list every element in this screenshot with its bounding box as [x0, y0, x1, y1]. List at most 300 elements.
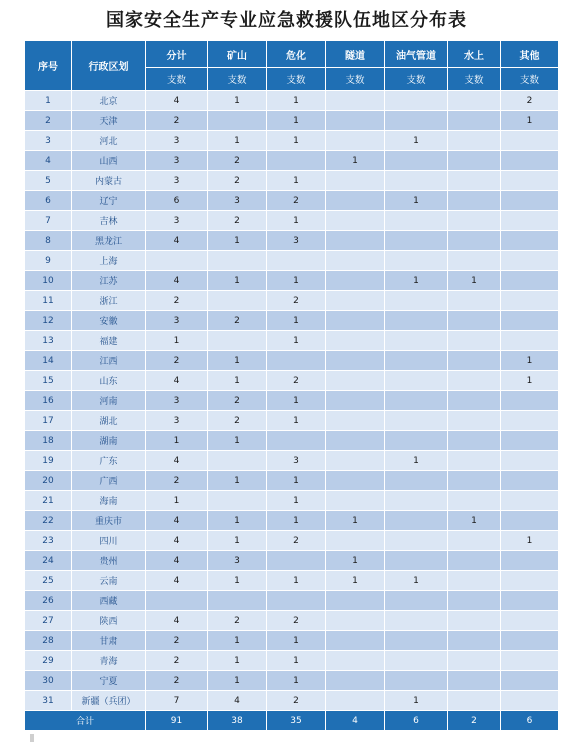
- count-cell: 2: [267, 691, 326, 711]
- count-cell: 4: [146, 531, 208, 551]
- table-row: [25, 171, 559, 191]
- count-cell: 1: [267, 631, 326, 651]
- count-cell: 2: [267, 531, 326, 551]
- count-cell: [501, 131, 559, 151]
- count-cell: [501, 451, 559, 471]
- count-cell: [326, 331, 385, 351]
- row-region: 河北: [72, 131, 146, 151]
- count-cell: [501, 291, 559, 311]
- row-region: 重庆市: [72, 511, 146, 531]
- row-region: 青海: [72, 651, 146, 671]
- count-cell: [326, 651, 385, 671]
- row-region: 河南: [72, 391, 146, 411]
- count-cell: 1: [267, 651, 326, 671]
- count-cell: 1: [208, 511, 267, 531]
- row-index: 16: [25, 391, 72, 411]
- row-index: 4: [25, 151, 72, 171]
- total-cell: 35: [267, 711, 326, 731]
- count-cell: [326, 611, 385, 631]
- row-index: 31: [25, 691, 72, 711]
- count-cell: [326, 391, 385, 411]
- row-index: 14: [25, 351, 72, 371]
- count-cell: [326, 451, 385, 471]
- row-region: 海南: [72, 491, 146, 511]
- count-cell: 1: [208, 371, 267, 391]
- count-cell: [501, 331, 559, 351]
- count-cell: [208, 331, 267, 351]
- header-region: 行政区划: [72, 41, 146, 91]
- count-cell: [326, 91, 385, 111]
- count-cell: 1: [501, 111, 559, 131]
- table-row: [25, 551, 559, 571]
- count-cell: [501, 251, 559, 271]
- count-cell: [326, 231, 385, 251]
- count-cell: [326, 671, 385, 691]
- count-cell: 1: [267, 111, 326, 131]
- count-cell: 1: [326, 551, 385, 571]
- count-cell: [326, 591, 385, 611]
- total-cell: 6: [385, 711, 448, 731]
- count-cell: [326, 431, 385, 451]
- count-cell: [448, 231, 501, 251]
- count-cell: 4: [146, 611, 208, 631]
- table-row: [25, 531, 559, 551]
- total-cell: 38: [208, 711, 267, 731]
- count-cell: [501, 211, 559, 231]
- count-cell: [146, 591, 208, 611]
- count-cell: [208, 251, 267, 271]
- table-row: [25, 371, 559, 391]
- count-cell: [385, 311, 448, 331]
- count-cell: [501, 171, 559, 191]
- count-cell: [267, 251, 326, 271]
- row-index: 15: [25, 371, 72, 391]
- count-cell: 1: [208, 651, 267, 671]
- count-cell: [326, 491, 385, 511]
- count-cell: [208, 291, 267, 311]
- row-region: 内蒙古: [72, 171, 146, 191]
- count-cell: [448, 211, 501, 231]
- row-region: 广东: [72, 451, 146, 471]
- count-cell: [448, 91, 501, 111]
- count-cell: [326, 471, 385, 491]
- count-cell: 3: [208, 191, 267, 211]
- count-cell: 3: [146, 151, 208, 171]
- row-region: 福建: [72, 331, 146, 351]
- count-cell: [208, 491, 267, 511]
- count-cell: [448, 391, 501, 411]
- count-cell: 1: [385, 131, 448, 151]
- count-cell: [326, 291, 385, 311]
- count-cell: [385, 91, 448, 111]
- count-cell: [501, 571, 559, 591]
- count-cell: 2: [146, 671, 208, 691]
- count-cell: 1: [146, 431, 208, 451]
- total-cell: 6: [501, 711, 559, 731]
- row-index: 5: [25, 171, 72, 191]
- row-index: 11: [25, 291, 72, 311]
- count-cell: [267, 151, 326, 171]
- table-row: [25, 591, 559, 611]
- table-row: [25, 611, 559, 631]
- row-region: 甘肃: [72, 631, 146, 651]
- count-cell: 1: [501, 371, 559, 391]
- count-cell: 4: [146, 571, 208, 591]
- row-region: 广西: [72, 471, 146, 491]
- count-cell: [448, 151, 501, 171]
- row-region: 湖南: [72, 431, 146, 451]
- count-cell: [448, 551, 501, 571]
- header-category: 隧道: [326, 41, 385, 68]
- count-cell: 3: [146, 311, 208, 331]
- count-cell: [501, 611, 559, 631]
- table-row: [25, 91, 559, 111]
- count-cell: 1: [208, 571, 267, 591]
- row-index: 13: [25, 331, 72, 351]
- count-cell: [326, 631, 385, 651]
- count-cell: [448, 371, 501, 391]
- count-cell: 2: [146, 471, 208, 491]
- count-cell: [448, 331, 501, 351]
- count-cell: [448, 591, 501, 611]
- table-row: [25, 271, 559, 291]
- count-cell: [501, 551, 559, 571]
- row-index: 10: [25, 271, 72, 291]
- table-row: [25, 511, 559, 531]
- count-cell: 1: [267, 131, 326, 151]
- count-cell: [448, 351, 501, 371]
- row-region: 浙江: [72, 291, 146, 311]
- count-cell: 1: [267, 391, 326, 411]
- count-cell: 3: [267, 451, 326, 471]
- table-row: [25, 311, 559, 331]
- count-cell: [385, 351, 448, 371]
- count-cell: [501, 671, 559, 691]
- table-row: [25, 471, 559, 491]
- header-unit: 支数: [326, 68, 385, 91]
- count-cell: [326, 251, 385, 271]
- row-index: 7: [25, 211, 72, 231]
- table-row: [25, 431, 559, 451]
- count-cell: [385, 591, 448, 611]
- row-index: 23: [25, 531, 72, 551]
- count-cell: 1: [385, 691, 448, 711]
- row-region: 新疆（兵团）: [72, 691, 146, 711]
- count-cell: 1: [208, 431, 267, 451]
- count-cell: [501, 651, 559, 671]
- count-cell: [501, 691, 559, 711]
- distribution-table: [24, 40, 559, 731]
- row-region: 辽宁: [72, 191, 146, 211]
- row-region: 西藏: [72, 591, 146, 611]
- count-cell: 1: [267, 311, 326, 331]
- count-cell: 1: [385, 451, 448, 471]
- count-cell: [501, 311, 559, 331]
- count-cell: 1: [326, 511, 385, 531]
- count-cell: [385, 151, 448, 171]
- count-cell: [501, 471, 559, 491]
- count-cell: [267, 351, 326, 371]
- table-row: [25, 211, 559, 231]
- row-index: 20: [25, 471, 72, 491]
- count-cell: [326, 271, 385, 291]
- count-cell: 2: [146, 351, 208, 371]
- count-cell: [448, 491, 501, 511]
- row-index: 28: [25, 631, 72, 651]
- count-cell: [385, 171, 448, 191]
- count-cell: 1: [146, 331, 208, 351]
- count-cell: [501, 591, 559, 611]
- page-title: 国家安全生产专业应急救援队伍地区分布表: [106, 10, 467, 31]
- count-cell: [448, 691, 501, 711]
- count-cell: [448, 531, 501, 551]
- count-cell: 2: [267, 611, 326, 631]
- table-row: [25, 671, 559, 691]
- row-region: 四川: [72, 531, 146, 551]
- row-region: 湖北: [72, 411, 146, 431]
- count-cell: [385, 111, 448, 131]
- count-cell: [385, 371, 448, 391]
- header-category: 水上: [448, 41, 501, 68]
- count-cell: [326, 191, 385, 211]
- count-cell: 1: [208, 671, 267, 691]
- count-cell: 4: [146, 551, 208, 571]
- count-cell: 1: [267, 91, 326, 111]
- count-cell: [326, 131, 385, 151]
- row-region: 江苏: [72, 271, 146, 291]
- count-cell: [448, 671, 501, 691]
- count-cell: 1: [326, 151, 385, 171]
- count-cell: [326, 171, 385, 191]
- count-cell: 1: [448, 271, 501, 291]
- count-cell: 4: [146, 91, 208, 111]
- table-row: [25, 131, 559, 151]
- total-cell: 2: [448, 711, 501, 731]
- header-unit: 支数: [501, 68, 559, 91]
- count-cell: 2: [208, 611, 267, 631]
- count-cell: [385, 231, 448, 251]
- row-region: 上海: [72, 251, 146, 271]
- row-index: 9: [25, 251, 72, 271]
- count-cell: [448, 171, 501, 191]
- count-cell: 2: [146, 651, 208, 671]
- row-region: 江西: [72, 351, 146, 371]
- count-cell: [448, 411, 501, 431]
- count-cell: 2: [208, 311, 267, 331]
- total-cell: 91: [146, 711, 208, 731]
- count-cell: [501, 191, 559, 211]
- count-cell: 2: [267, 371, 326, 391]
- count-cell: 1: [267, 671, 326, 691]
- table-row: [25, 571, 559, 591]
- count-cell: [326, 691, 385, 711]
- count-cell: [448, 431, 501, 451]
- row-index: 6: [25, 191, 72, 211]
- count-cell: 1: [208, 631, 267, 651]
- count-cell: 1: [267, 491, 326, 511]
- count-cell: [448, 311, 501, 331]
- count-cell: [501, 411, 559, 431]
- header-unit: 支数: [267, 68, 326, 91]
- row-region: 山西: [72, 151, 146, 171]
- count-cell: 3: [267, 231, 326, 251]
- table-row: [25, 191, 559, 211]
- row-index: 3: [25, 131, 72, 151]
- count-cell: 1: [208, 231, 267, 251]
- row-region: 陕西: [72, 611, 146, 631]
- count-cell: 1: [267, 471, 326, 491]
- row-index: 22: [25, 511, 72, 531]
- row-region: 山东: [72, 371, 146, 391]
- header-unit: 支数: [385, 68, 448, 91]
- table-row: [25, 491, 559, 511]
- count-cell: 4: [146, 511, 208, 531]
- count-cell: [448, 111, 501, 131]
- count-cell: 1: [208, 271, 267, 291]
- row-index: 27: [25, 611, 72, 631]
- count-cell: 1: [267, 511, 326, 531]
- row-index: 29: [25, 651, 72, 671]
- table-body: [25, 91, 559, 711]
- count-cell: [385, 211, 448, 231]
- table-row: [25, 151, 559, 171]
- count-cell: [448, 651, 501, 671]
- table-row: [25, 451, 559, 471]
- row-region: 北京: [72, 91, 146, 111]
- count-cell: 1: [208, 531, 267, 551]
- header-unit: 支数: [146, 68, 208, 91]
- count-cell: 3: [146, 411, 208, 431]
- count-cell: 1: [501, 351, 559, 371]
- row-index: 24: [25, 551, 72, 571]
- count-cell: 7: [146, 691, 208, 711]
- row-index: 18: [25, 431, 72, 451]
- count-cell: 2: [146, 631, 208, 651]
- count-cell: 2: [267, 291, 326, 311]
- count-cell: [385, 331, 448, 351]
- count-cell: 1: [146, 491, 208, 511]
- count-cell: 1: [208, 91, 267, 111]
- row-index: 1: [25, 91, 72, 111]
- table-row: [25, 351, 559, 371]
- header-row: [25, 41, 559, 68]
- count-cell: 1: [267, 571, 326, 591]
- count-cell: [501, 231, 559, 251]
- row-region: 云南: [72, 571, 146, 591]
- count-cell: [385, 411, 448, 431]
- count-cell: 1: [267, 331, 326, 351]
- count-cell: [448, 291, 501, 311]
- count-cell: [385, 431, 448, 451]
- count-cell: [448, 191, 501, 211]
- header-index: 序号: [25, 41, 72, 91]
- count-cell: [448, 631, 501, 651]
- count-cell: 2: [146, 111, 208, 131]
- total-cell: 4: [326, 711, 385, 731]
- count-cell: [267, 551, 326, 571]
- count-cell: [385, 551, 448, 571]
- count-cell: [385, 291, 448, 311]
- count-cell: 2: [208, 171, 267, 191]
- count-cell: [326, 211, 385, 231]
- count-cell: 2: [208, 411, 267, 431]
- count-cell: 1: [267, 411, 326, 431]
- header-unit: 支数: [448, 68, 501, 91]
- table-row: [25, 331, 559, 351]
- count-cell: [448, 471, 501, 491]
- table-row: [25, 411, 559, 431]
- count-cell: [448, 571, 501, 591]
- count-cell: [326, 111, 385, 131]
- row-index: 25: [25, 571, 72, 591]
- table-row: [25, 651, 559, 671]
- row-region: 宁夏: [72, 671, 146, 691]
- total-label: 合计: [25, 711, 146, 731]
- count-cell: [448, 131, 501, 151]
- count-cell: [501, 631, 559, 651]
- count-cell: 3: [146, 131, 208, 151]
- table-row: [25, 231, 559, 251]
- row-index: 19: [25, 451, 72, 471]
- count-cell: [267, 591, 326, 611]
- count-cell: 1: [208, 471, 267, 491]
- count-cell: [448, 251, 501, 271]
- count-cell: 1: [267, 211, 326, 231]
- count-cell: 4: [146, 451, 208, 471]
- row-region: 黑龙江: [72, 231, 146, 251]
- count-cell: 1: [385, 571, 448, 591]
- count-cell: [501, 151, 559, 171]
- count-cell: [385, 611, 448, 631]
- count-cell: [501, 271, 559, 291]
- row-region: 天津: [72, 111, 146, 131]
- count-cell: [385, 491, 448, 511]
- count-cell: 4: [208, 691, 267, 711]
- header-category: 其他: [501, 41, 559, 68]
- table-row: [25, 251, 559, 271]
- count-cell: 3: [146, 211, 208, 231]
- row-region: 贵州: [72, 551, 146, 571]
- count-cell: [208, 591, 267, 611]
- table-row: [25, 391, 559, 411]
- count-cell: 3: [146, 171, 208, 191]
- row-region: 安徽: [72, 311, 146, 331]
- count-cell: [146, 251, 208, 271]
- count-cell: 2: [208, 151, 267, 171]
- count-cell: [501, 491, 559, 511]
- count-cell: [501, 391, 559, 411]
- row-region: 吉林: [72, 211, 146, 231]
- count-cell: [385, 531, 448, 551]
- row-index: 26: [25, 591, 72, 611]
- count-cell: 1: [267, 171, 326, 191]
- count-cell: 1: [326, 571, 385, 591]
- row-index: 30: [25, 671, 72, 691]
- count-cell: 2: [267, 191, 326, 211]
- count-cell: [385, 391, 448, 411]
- header-unit: 支数: [208, 68, 267, 91]
- count-cell: 6: [146, 191, 208, 211]
- header-category: 分计: [146, 41, 208, 68]
- count-cell: [208, 451, 267, 471]
- count-cell: 1: [385, 271, 448, 291]
- count-cell: [501, 431, 559, 451]
- count-cell: [326, 371, 385, 391]
- row-index: 17: [25, 411, 72, 431]
- count-cell: [385, 651, 448, 671]
- count-cell: 3: [146, 391, 208, 411]
- row-index: 8: [25, 231, 72, 251]
